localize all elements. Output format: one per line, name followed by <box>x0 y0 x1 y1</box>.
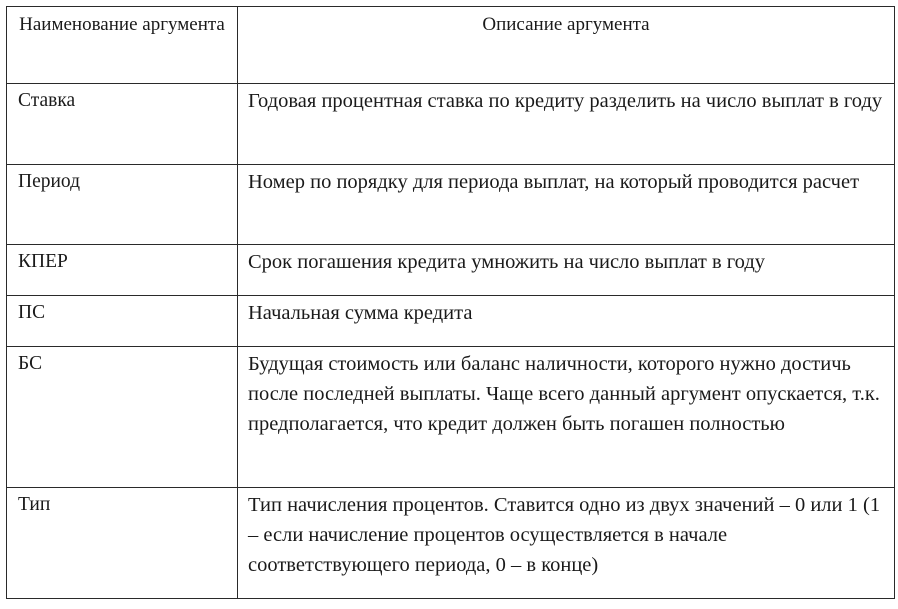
argument-description-cell: Срок погашения кредита умножить на число выплат в году <box>238 245 895 296</box>
argument-name-cell: ПС <box>7 296 238 347</box>
argument-description-cell: Номер по порядку для периода выплат, на который проводится расчет <box>238 165 895 245</box>
header-argument-name: Наименование аргумента <box>7 7 238 84</box>
argument-name-cell: Ставка <box>7 84 238 165</box>
argument-name-cell: КПЕР <box>7 245 238 296</box>
header-argument-description: Описание аргумента <box>238 7 895 84</box>
table-row <box>7 347 895 488</box>
argument-description-cell: Годовая процентная ставка по кредиту разделить на число выплат в году <box>238 84 895 165</box>
argument-description-cell: Тип начисления процентов. Ставится одно из двух значений – 0 или 1 (1 – если начисление процентов осуществляется в начале соответствующего периода, 0 – в конце) <box>238 488 895 599</box>
argument-name-cell: Тип <box>7 488 238 599</box>
arguments-table <box>6 6 895 599</box>
table-row <box>7 245 895 296</box>
argument-description-cell: Начальная сумма кредита <box>238 296 895 347</box>
table-header-row <box>7 7 895 84</box>
arguments-table-container <box>6 6 894 599</box>
argument-description-cell: Будущая стоимость или баланс наличности, которого нужно достичь после последней выплаты. Чаще всего данный аргумент опускается, т.к. предполагается, что кредит должен быть погашен полностью <box>238 347 895 488</box>
table-row <box>7 488 895 599</box>
argument-name-cell: БС <box>7 347 238 488</box>
argument-name-cell: Период <box>7 165 238 245</box>
table-row <box>7 296 895 347</box>
table-row <box>7 165 895 245</box>
table-row <box>7 84 895 165</box>
